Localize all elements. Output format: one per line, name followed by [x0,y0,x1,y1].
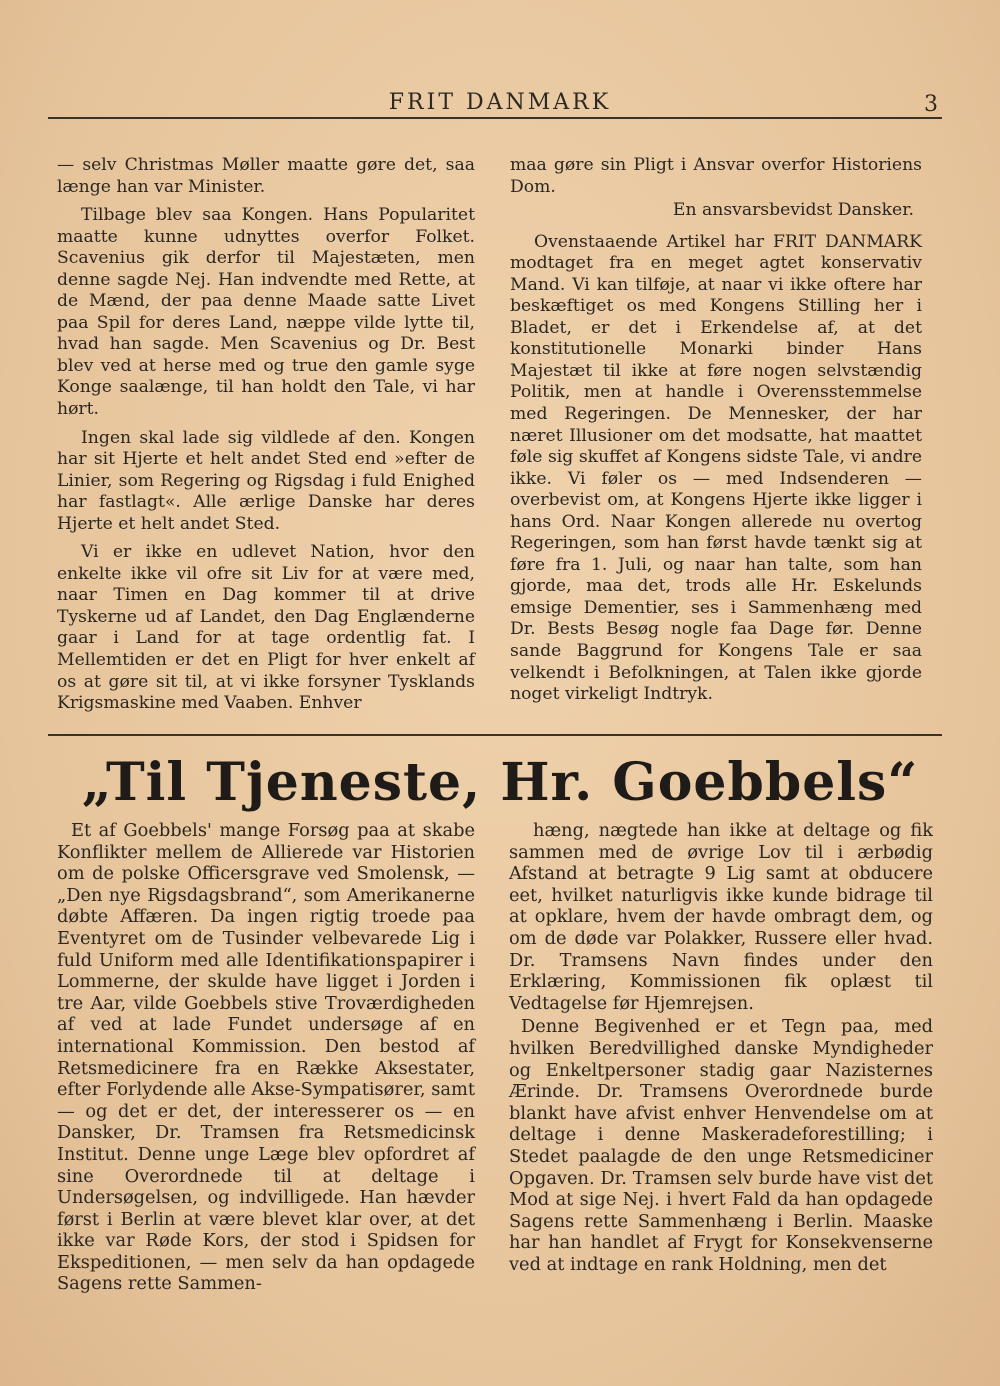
paragraph: — selv Christmas Møller maatte gøre det, saa længe han var Minister. [57,155,475,197]
editorial-note: Ovenstaaende Artikel har FRIT DANMARK modtaget fra en meget agtet konservativ Mand. Vi kan tilføje, at naar vi ikke oftere har beskæftiget os med Kongens Stilling her i Bladet, er det i Erkendelse af, at det konstitutionelle Monarki binder Hans Majestæt til ikke at føre nogen selvstændig Politik, men at handle i Overensstemmelse med Regeringen. De Mennesker, der har næret Illusioner om det modsatte, hat maattet føle sig skuffet af Kongens sidste Tale, vi andre ikke. Vi føler os — med Indsenderen — overbevist om, at Kongens Hjerte ikke ligger i hans Ord. Naar Kongen allerede nu overtog Regeringen, som han først havde tænkt sig at føre fra 1. Juli, og naar han talte, som han gjorde, maa det, trods alle Hr. Eskelunds emsige Dementier, ses i Sammenhæng med Dr. Bests Besøg nogle faa Dage før. Denne sande Baggrund for Kongens Tale er saa velkendt i Befolkningen, at Talen ikke gjorde noget virkeligt Indtryk. [510,231,922,705]
upper-article-column-1 [57,155,475,722]
paragraph: Et af Goebbels' mange Forsøg paa at skabe Konflikter mellem de Allierede var Historien om de polske Officersgrave ved Smolensk, — „Den nye Rigsdagsbrand“, som Amerikanerne døbte Affæren. Da ingen rigtig troede paa Eventyret om de Tusinder velbevarede Lig i fuld Uniform med alle Identifikationspapirer i Lommerne, der skulde have ligget i Jorden i tre Aar, vilde Goebbels stive Troværdigheden af ved at lade Fundet undersøge af en international Kommission. Den bestod af Retsmedicinere fra en Række Aksestater, efter Forlydende alle Akse-Sympatisører, samt — og det er det, der interesserer os — en Dansker, Dr. Tramsen fra Retsmedicinsk Institut. Denne unge Læge blev opfordret af sine Overordnede til at deltage i Undersøgelsen, og indvilligede. Han hævder først i Berlin at være blevet klar over, at det ikke var Røde Kors, der stod i Spidsen for Ekspeditionen, — men selv da han opdagede Sagens rette Sammen- [57,820,475,1295]
header-rule [48,117,942,119]
paragraph: hæng, nægtede han ikke at deltage og fik sammen med de øvrige Lov til i ærbødig Afstand at betragte 9 Lig samt at obducere eet, hvilket naturligvis ikke kunde bidrage til at opklare, hvem der havde ombragt dem, og om de døde var Polakker, Russere eller hvad. Dr. Tramsens Navn findes under den Erklæring, Kommissionen fik oplæst til Vedtagelse før Hjemrejsen. [509,820,933,1014]
article-headline: „Til Tjeneste, Hr. Goebbels“ [81,752,919,813]
paragraph: Denne Begivenhed er et Tegn paa, med hvilken Beredvillighed danske Myndigheder og Enkeltpersoner stadig gaar Nazisternes Ærinde. Dr. Tramsens Overordnede burde blankt have afvist enhver Henvendelse om at deltage i denne Maskeradeforestilling; i Stedet paalagde de den unge Retsmediciner Opgaven. Dr. Tramsen selv burde have vist det Mod at sige Nej. i hvert Fald da han opdagede Sagens rette Sammenhæng i Berlin. Maaske har han handlet af Frygt for Konsekvenserne ved at indtage en rank Holdning, men det [509,1016,933,1275]
paragraph: Vi er ikke en udlevet Nation, hvor den enkelte ikke vil ofre sit Liv for at være med, naar Timen en Dag kommer til at drive Tyskerne ud af Landet, den Dag Englænderne gaar i Land for at tage ordentlig fat. I Mellemtiden er det en Pligt for hver enkelt af os at gøre sit til, at vi ikke forsyner Tysklands Krigsmaskine med Vaaben. Enhver [57,542,475,714]
article-signature: En ansvarsbevidst Dansker. [672,200,914,221]
paragraph: Tilbage blev saa Kongen. Hans Popularitet maatte kunne udnyttes overfor Folket. Scavenius gik derfor til Majestæten, men denne sagde Nej. Han indvendte med Rette, at de Mænd, der paa denne Maade satte Livet paa Spil for deres Land, næppe vilde lytte til, hvad han sagde. Men Scavenius og Dr. Best blev ved at herse med og true den gamle syge Konge saalænge, til han holdt den Tale, vi har hørt. [57,205,475,420]
paragraph: Ingen skal lade sig vildlede af den. Kongen har sit Hjerte et helt andet Sted end »efter de Linier, som Regering og Rigsdag i fuld Enighed har fastlagt«. Alle ærlige Danske har deres Hjerte et helt andet Sted. [57,427,475,534]
masthead: FRIT DANMARK [388,90,612,115]
page-number: 3 [924,92,938,117]
paragraph: maa gøre sin Pligt i Ansvar overfor Historiens Dom. [510,155,922,197]
lower-article-column-2 [509,820,933,1277]
lower-article-column-1 [57,820,475,1297]
upper-article-column-2 [510,155,922,713]
section-divider [48,734,942,736]
